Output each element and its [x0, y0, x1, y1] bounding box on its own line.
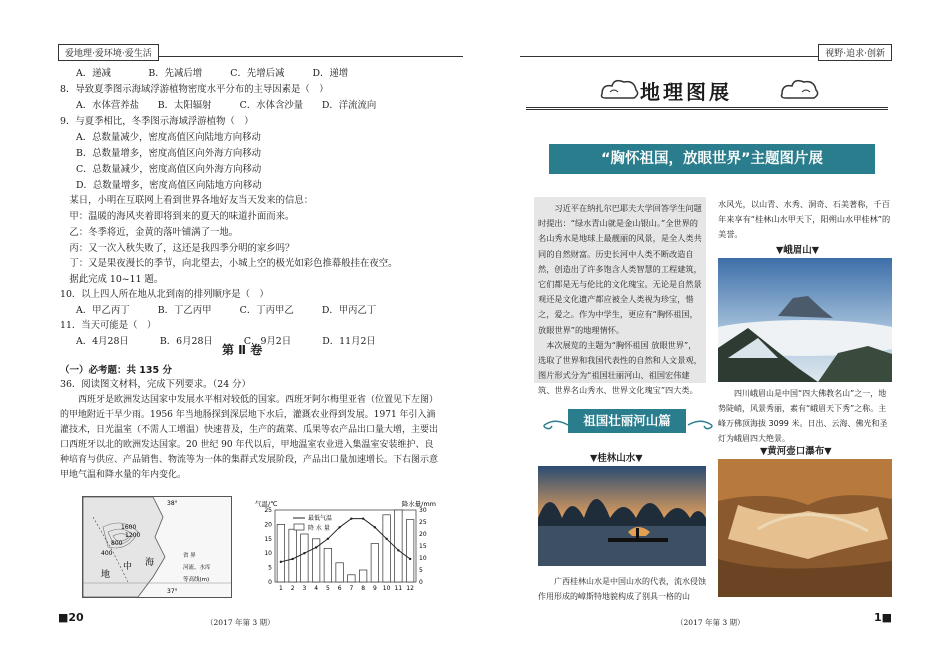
hukou-photo [718, 459, 892, 597]
y-right-tick-label: 20 [419, 531, 427, 538]
precip-bar [395, 510, 403, 582]
temperature-point [350, 517, 352, 519]
x-tick-label: 4 [314, 585, 319, 592]
question-line: 丁：又是果夜漫长的季节，向北望去，小城上空的极光如彩色推幕般挂在夜空。 [60, 258, 398, 269]
legend-temperature: 最低气温 [308, 515, 333, 522]
question-line: B．总数量增多，密度高值区向外海方向移动 [76, 148, 262, 159]
precip-bar [406, 520, 414, 582]
y-right-axis-label: 降水量/mm [401, 500, 436, 508]
guilin-photo [538, 466, 706, 566]
x-tick-label: 9 [372, 585, 377, 592]
section-title: 第 Ⅱ 卷 [222, 343, 263, 357]
subsection-title: （一）必考题：共 135 分 [60, 365, 172, 376]
left-page-number: ■20 [58, 611, 84, 624]
precip-bar [324, 548, 332, 582]
right-footer: （2017 年第 3 期） [676, 618, 745, 627]
temperature-point [303, 552, 305, 554]
x-tick-label: 12 [406, 585, 414, 592]
banner-rule [526, 107, 888, 116]
y-left-tick-label: 5 [268, 564, 272, 572]
x-tick-label: 6 [337, 585, 342, 592]
map-legend-1: 省 界 [183, 553, 196, 559]
emei-caption: 四川峨眉山是中国“四大佛教名山”之一，地势陡峭，风景秀丽，素有“峨眉天下秀”之称。主峰万佛顶海拔 3099 米。日出、云海、佛光和圣灯为峨眉四大绝景。 [718, 389, 888, 443]
x-tick-label: 8 [361, 585, 366, 592]
temperature-point [374, 526, 376, 528]
temperature-point [385, 538, 387, 540]
map-graphic [83, 497, 231, 597]
emei-photo [718, 258, 892, 382]
y-right-tick-label: 25 [419, 519, 427, 526]
x-tick-label: 11 [394, 585, 403, 592]
x-tick-label: 10 [382, 585, 391, 592]
precip-bar [359, 570, 367, 582]
precip-bar [301, 534, 309, 582]
question-line: A．甲乙丙丁 B．丁乙丙甲 C．丁丙甲乙 D．甲丙乙丁 [76, 305, 377, 316]
x-tick-label: 1 [278, 585, 283, 592]
map-contour-4: 400 [101, 550, 113, 557]
legend-precip: 降 水 量 [308, 525, 330, 532]
guilin-label: ▼桂林山水▼ [590, 453, 643, 464]
right-header-tag: 视野·追求·创新 [818, 44, 892, 61]
question-line: D．总数量增多，密度高值区向陆地方向移动 [76, 180, 262, 191]
y-left-tick-label: 20 [264, 521, 272, 529]
temperature-point [397, 549, 399, 551]
temperature-point [362, 517, 364, 519]
cloud-ornament-right-icon [780, 78, 820, 102]
exhibition-title: “胸怀祖国，放眼世界”主题图片展 [549, 144, 875, 174]
question-line: 某日，小明在互联网上看到世界各地好友当天发来的信息： [60, 195, 314, 206]
temperature-point [338, 526, 340, 528]
y-right-tick-label: 0 [419, 579, 423, 586]
tag-ornament-right-icon [686, 418, 716, 432]
precip-bar [336, 563, 344, 582]
question-line: 据此完成 10~11 题。 [60, 274, 164, 285]
map-lon-label: 37° [167, 588, 178, 595]
x-tick-label: 3 [302, 585, 307, 592]
precip-bar [348, 575, 356, 582]
y-left-tick-label: 0 [268, 579, 272, 586]
map-lat-label: 38° [167, 500, 178, 507]
tag-ornament-left-icon [540, 418, 570, 432]
map-contour-2: 1200 [125, 532, 141, 539]
emei-label: ▼峨眉山▼ [776, 245, 820, 256]
map-land-label-2: 中 [123, 562, 133, 572]
temperature-point [315, 546, 317, 548]
y-right-tick-label: 15 [419, 543, 427, 550]
intro-text: 习近平在纳扎尔巴耶夫大学回答学生问题时提出：“绿水青山就是金山银山。”全世界的名山秀水是地球上最靓丽的风景，是全人类共同的自然财富。历史长河中人类不断改造自然，创造出了许多饱含人类智慧的工程建筑，它们都是无与伦比的文化瑰宝。无论是自然景观还是文化遗产都应被全人类视为珍宝，惜之，爱之。作为中学生，更应有“胸怀祖国，放眼世界”的地理情怀。 本次展览的主题为“胸怀祖国 放眼世界”，选取了世界和我国代表性的自然和人文景观，图片形式分为“祖国壮丽河山、祖国宏伟建筑、世界名山秀水、世界文化瑰宝”四大类。 [538, 203, 702, 396]
banner-title: 地理图展 [640, 80, 732, 104]
left-page-number-text: 20 [68, 611, 84, 624]
precip-bar [289, 529, 297, 582]
left-footer: （2017 年第 3 期） [206, 618, 275, 627]
temperature-point [291, 558, 293, 560]
x-tick-label: 7 [349, 585, 354, 592]
y-left-tick-label: 25 [264, 507, 272, 514]
guilin-caption: 广西桂林山水是中国山水的代表，流水侵蚀作用形成的嶂斯特地貌构成了别具一格的山 [538, 577, 706, 601]
question-line: A．递减 B．先减后增 C．先增后减 D．递增 [76, 68, 349, 79]
precip-bar [277, 524, 285, 582]
section-tag: 祖国壮丽河山篇 [568, 409, 686, 433]
left-header-tag: 爱地理·爱环境·爱生活 [58, 44, 159, 61]
intro-text-box [534, 197, 706, 396]
q36-body: 西班牙是欧洲发达国家中发展水平相对较低的国家。西班牙阿尔梅里亚省（位置见下左图）的甲地附近干旱少雨。1956 年当地肠探到深层地下水后，灌溉农业得到发展。1971 年引入滴灌技术，日光温室（不需人工增温）快速普及，生产的蔬菜、瓜果等农产品出口量大增，主要出口西班牙以北的欧洲发达国家。20 世纪 90 年代以后，甲地温室农业进入集温室安装维护、良种培育与供应、产品销售、物流等为一体的集群式发展阶段，产品出口量加速增长。下右图示意甲地气温和降水量的年内变化。 [60, 395, 439, 480]
map-legend-3: 等高线(m) [183, 577, 210, 583]
question-line: 11．当天可能是（ ） [60, 320, 157, 331]
guilin-continued-text: 水风光，以山青、水秀、洞奇、石美著称，千百年来享有“桂林山水甲天下，阳朔山水甲桂林”的美誉。 [718, 199, 891, 240]
question-line: 8．导致夏季图示海域浮游植物密度水平分布的主导因素是（ ） [60, 84, 329, 95]
question-line: A．4月28日 B．6月28日 C．9月2日 D．11月2日 [76, 336, 376, 347]
y-right-tick-label: 10 [419, 555, 427, 562]
cloud-ornament-left-icon [600, 78, 640, 102]
right-page-number-text: 1 [874, 611, 882, 624]
hukou-label: ▼黄河壶口瀑布▼ [760, 446, 832, 457]
right-page-number: 1■ [874, 611, 893, 624]
map-sea-label: 海 [145, 558, 155, 568]
question-line: 10．以上四人所在地从北到南的排列顺序是（ ） [60, 289, 269, 300]
y-left-tick-label: 15 [264, 535, 272, 543]
y-left-axis-label: 气温/℃ [255, 500, 278, 508]
y-right-tick-label: 5 [419, 567, 423, 574]
map-contour-1: 1600 [121, 524, 137, 531]
map-contour-3: 800 [111, 540, 123, 547]
map-land-label-1: 地 [101, 570, 111, 580]
precip-bar [383, 515, 391, 582]
x-tick-label: 5 [325, 585, 330, 592]
question-line: 甲：温暖的海风夹着即将到来的夏天的味道扑面而来。 [60, 211, 295, 222]
question-line: A．水体营养盐 B．太阳辐射 C．水体含沙量 D．洋流流向 [76, 100, 377, 111]
question-line: 丙：又一次入秋失败了，这还是我四季分明的家乡吗？ [60, 243, 295, 254]
question-line: 9．与夏季相比，冬季图示海域浮游植物（ ） [60, 116, 254, 127]
location-map [82, 496, 232, 598]
temperature-point [409, 558, 411, 560]
legend-bar-swatch [294, 524, 304, 530]
climate-chart [253, 498, 438, 594]
x-tick-label: 2 [290, 585, 295, 592]
y-right-tick-label: 30 [419, 507, 427, 514]
temperature-point [280, 561, 282, 563]
q36-heading: 36．阅读图文材料，完成下列要求。（24 分） [60, 379, 251, 390]
precip-bar [371, 544, 379, 582]
temperature-point [327, 538, 329, 540]
y-left-tick-label: 10 [264, 550, 272, 558]
question-line: 乙：冬季将近，金黄的落叶铺满了一地。 [60, 227, 239, 238]
question-line: C．总数量减少，密度高值区向外海方向移动 [76, 164, 262, 175]
question-line: A．总数量减少，密度高值区向陆地方向移动 [76, 132, 261, 143]
map-legend-2: 河流、水库 [183, 565, 211, 571]
